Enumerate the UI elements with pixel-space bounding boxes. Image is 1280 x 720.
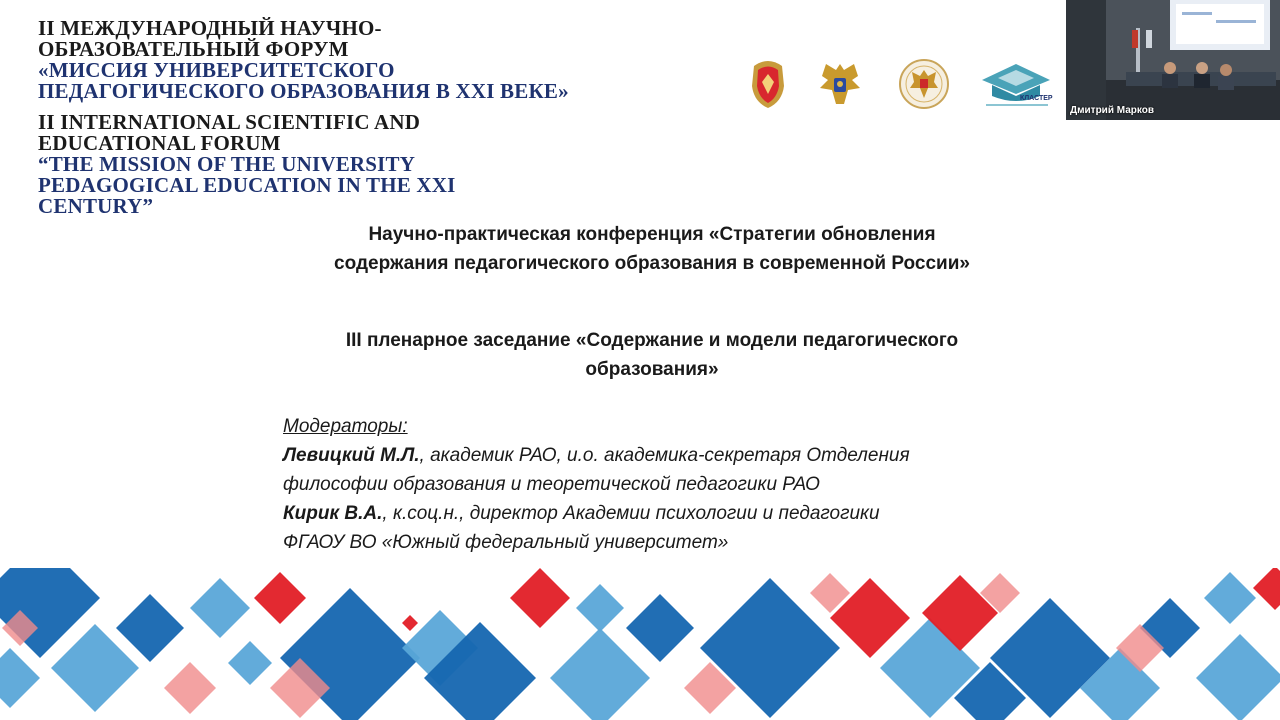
coat-of-arms-red-icon (744, 58, 792, 110)
video-feed (1066, 0, 1280, 120)
double-headed-eagle-icon (814, 58, 866, 110)
forum-title-ru-line: ОБРАЗОВАТЕЛЬНЫЙ ФОРУМ (38, 37, 349, 61)
participant-name: Дмитрий Марков (1070, 105, 1154, 116)
moderator-1-title: , академик РАО, и.о. академика-секретаря Отделения (419, 445, 910, 466)
moderator-2-title-cont: ФГАОУ ВО «Южный федеральный университет» (283, 532, 729, 553)
pattern-diamond (550, 628, 650, 720)
cluster-logo-label: КЛАСТЕР (1020, 95, 1053, 102)
pattern-diamond (116, 594, 184, 662)
pattern-diamond (1253, 568, 1280, 610)
forum-title-ru-line: II МЕЖДУНАРОДНЫЙ НАУЧНО- (38, 16, 382, 40)
pattern-diamond (228, 641, 272, 685)
plenary-title-line: III пленарное заседание «Содержание и модели педагогического (345, 330, 959, 351)
pattern-diamond (1204, 572, 1256, 624)
pattern-diamond (402, 615, 418, 631)
pattern-diamond (164, 662, 216, 714)
moderator-2-title: , к.соц.н., директор Академии психологии и педагогики (382, 503, 880, 524)
moderator-1-title-cont: философии образования и теоретической педагогики РАО (283, 474, 820, 495)
moderator-2 (283, 499, 910, 528)
decorative-diamond-pattern (0, 568, 1280, 720)
forum-title-en-line: EDUCATIONAL FORUM (38, 131, 281, 155)
forum-title-en (38, 112, 569, 217)
pattern-diamond (576, 584, 624, 632)
forum-title-en-line: II INTERNATIONAL SCIENTIFIC AND (38, 110, 421, 134)
conference-title (270, 220, 1034, 278)
moderators-heading: Модераторы: (283, 416, 408, 437)
moderator-1-name: Левицкий М.Л. (283, 445, 420, 466)
pattern-diamond (190, 578, 250, 638)
pattern-diamond (254, 572, 306, 624)
cluster-logo-icon (978, 58, 1054, 110)
participant-video-tile[interactable] (1066, 0, 1280, 120)
pattern-diamond (0, 648, 40, 708)
forum-title-en-line: CENTURY” (38, 194, 154, 218)
round-emblem-icon (898, 58, 950, 110)
plenary-title-line: образования» (585, 359, 719, 380)
conference-title-line: содержания педагогического образования в современной России» (334, 253, 970, 274)
forum-title-ru-line: ПЕДАГОГИЧЕСКОГО ОБРАЗОВАНИЯ В XXI ВЕКЕ» (38, 79, 569, 103)
pattern-diamond (510, 568, 570, 628)
partner-logos (744, 58, 1054, 112)
forum-title-en-line: PEDAGOGICAL EDUCATION IN THE XXI (38, 173, 456, 197)
conference-title-line: Научно-практическая конференция «Стратегии обновления (368, 224, 936, 245)
forum-title-ru-line: «МИССИЯ УНИВЕРСИТЕТСКОГО (38, 58, 395, 82)
pattern-diamond (1196, 634, 1280, 720)
forum-title-en-line: “THE MISSION OF THE UNIVERSITY (38, 152, 416, 176)
pattern-diamond (626, 594, 694, 662)
plenary-session-title (290, 326, 1014, 384)
forum-title (38, 18, 569, 217)
moderators-block (283, 412, 910, 557)
moderator-1 (283, 441, 910, 470)
moderator-2-name: Кирик В.А. (283, 503, 383, 524)
